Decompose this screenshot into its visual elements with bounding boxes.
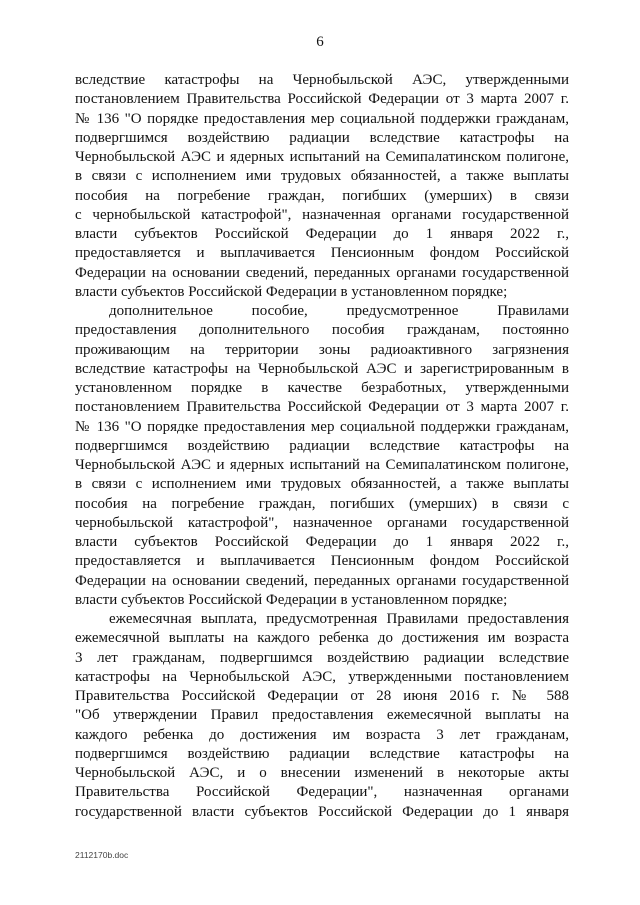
- text-line: власти субъектов Российской Федерации до 1 января 2022 г.,: [75, 534, 569, 550]
- text-line: 3 лет гражданам, подвергшимся воздействию радиации вследствие: [75, 649, 569, 666]
- paragraph: [75, 71, 569, 302]
- text-line: Федерации на основании сведений, переданных органами государственной: [75, 572, 569, 589]
- text-line: Федерации на основании сведений, переданных органами государственной: [75, 264, 569, 281]
- text-line: в связи с исполнением ими трудовых обязанностей, а также выплаты: [75, 168, 569, 185]
- text-line: пособия на погребение граждан, погибших (умерших) в связи с: [75, 495, 569, 512]
- text-line: государственной власти субъектов Российской Федерации до 1 января: [75, 803, 569, 820]
- paragraph: [75, 302, 569, 610]
- text-line: Правительства Российской Федерации от 28 июня 2016 г. № 588: [75, 688, 569, 704]
- text-line: власти субъектов Российской Федерации в установленном порядке;: [75, 283, 508, 300]
- text-line: подвергшимся воздействию радиации вследствие катастрофы на: [75, 129, 569, 146]
- text-line: с чернобыльской катастрофой", назначенная органами государственной: [75, 206, 569, 223]
- text-line: проживающим на территории зоны радиоактивного загрязнения: [75, 341, 569, 358]
- document-file-id: 2112170b.doc: [75, 850, 129, 860]
- text-line: власти субъектов Российской Федерации до 1 января 2022 г.,: [75, 226, 569, 242]
- text-line: постановлением Правительства Российской Федерации от 3 марта 2007 г.: [75, 91, 569, 108]
- text-line: дополнительное пособие, предусмотренное Правилами: [109, 303, 569, 319]
- text-line: пособия на погребение граждан, погибших (умерших) в связи: [75, 187, 569, 204]
- text-line: подвергшимся воздействию радиации вследствие катастрофы на: [75, 437, 569, 454]
- text-line: № 136 "О порядке предоставления мер социальной поддержки гражданам,: [75, 110, 569, 127]
- text-line: в связи с исполнением ими трудовых обязанностей, а также выплаты: [75, 476, 569, 493]
- page-number: 6: [316, 34, 324, 50]
- text-line: установленном порядке в качестве безработных, утвержденными: [75, 380, 569, 396]
- document-body: [75, 71, 569, 822]
- text-line: подвергшимся воздействию радиации вследствие катастрофы на: [75, 745, 569, 762]
- text-line: катастрофы на Чернобыльской АЭС, утвержденными постановлением: [75, 668, 569, 685]
- paragraph: [75, 610, 569, 822]
- text-line: предоставляется и выплачивается Пенсионным фондом Российской: [75, 245, 569, 262]
- text-line: Правительства Российской Федерации", назначенная органами: [75, 784, 569, 801]
- text-line: № 136 "О порядке предоставления мер социальной поддержки гражданам,: [75, 418, 569, 435]
- text-line: Чернобыльской АЭС, и о внесении изменений в некоторые акты: [75, 765, 569, 781]
- text-line: ежемесячной выплаты на каждого ребенка до достижения им возраста: [75, 630, 569, 647]
- text-line: власти субъектов Российской Федерации в установленном порядке;: [75, 591, 508, 608]
- text-line: постановлением Правительства Российской Федерации от 3 марта 2007 г.: [75, 399, 569, 416]
- text-line: предоставляется и выплачивается Пенсионным фондом Российской: [75, 553, 569, 570]
- text-line: Чернобыльской АЭС и ядерных испытаний на Семипалатинском полигоне,: [75, 149, 569, 165]
- text-line: вследствие катастрофы на Чернобыльской АЭС и зарегистрированным в: [75, 360, 569, 377]
- text-line: "Об утверждении Правил предоставления ежемесячной выплаты на: [75, 707, 569, 724]
- text-line: ежемесячная выплата, предусмотренная Правилами предоставления: [109, 611, 569, 627]
- text-line: чернобыльской катастрофой", назначенное органами государственной: [75, 514, 569, 531]
- text-line: каждого ребенка до достижения им возраста 3 лет гражданам,: [75, 726, 569, 743]
- text-line: вследствие катастрофы на Чернобыльской АЭС, утвержденными: [75, 72, 569, 88]
- text-line: Чернобыльской АЭС и ядерных испытаний на Семипалатинском полигоне,: [75, 457, 569, 473]
- text-line: предоставления дополнительного пособия гражданам, постоянно: [75, 322, 569, 339]
